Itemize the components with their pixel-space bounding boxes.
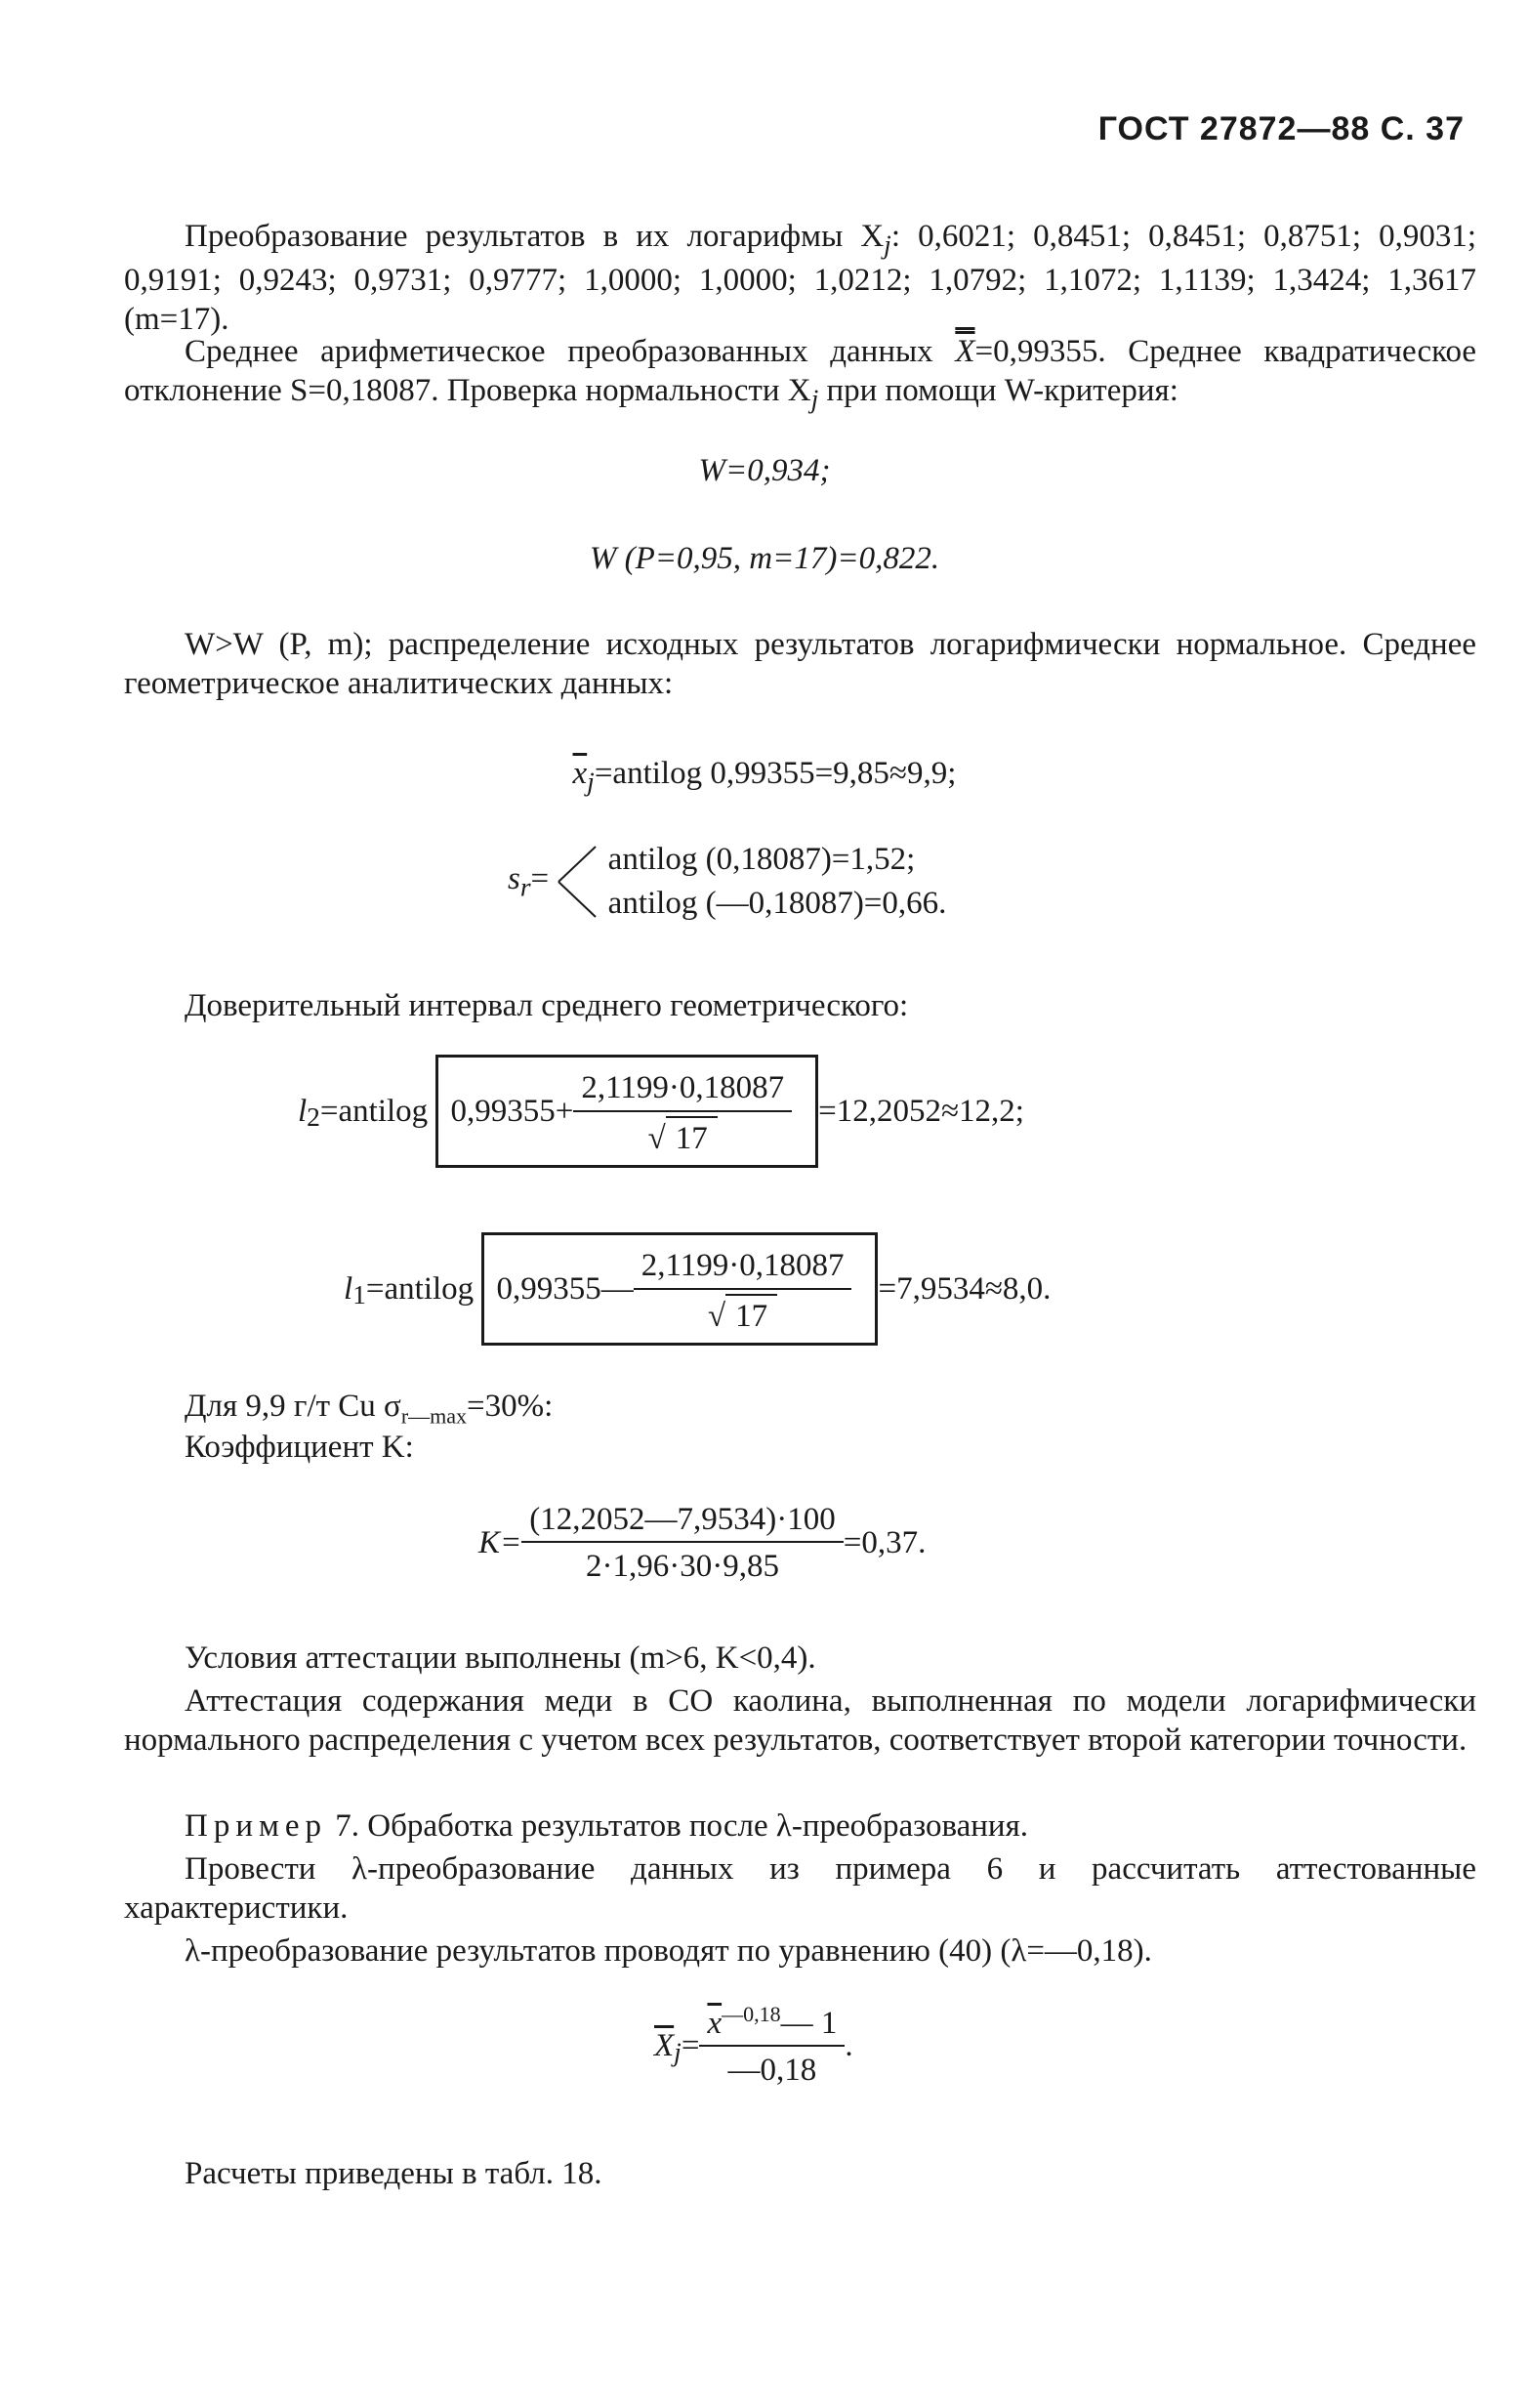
text: =antilog 0,99355=9,85≈9,9;: [594, 756, 957, 791]
equation-l1: [344, 1232, 1051, 1346]
paragraph-lambda: λ-преобразование результатов проводят по уравнению (40) (λ=—0,18).: [185, 1933, 1152, 1969]
bracket-right: [863, 1232, 878, 1346]
denominator: 2·1,96·30·9,85: [586, 1549, 779, 1585]
paragraph-coefficient: Коэффициент K:: [185, 1430, 414, 1465]
symbol: l: [344, 1270, 353, 1307]
denominator: √ 17: [634, 1290, 852, 1338]
equation-sr: [508, 838, 946, 925]
page-header: ГОСТ 27872—88 С. 37: [1097, 110, 1465, 147]
equation-geometric-mean: [0, 754, 1529, 798]
symbol: K=: [478, 1525, 522, 1561]
equation-k: [478, 1500, 926, 1587]
subscript: j: [884, 228, 891, 260]
text: .: [845, 2028, 853, 2064]
sr-lower: antilog (—0,18087)=0,66.: [607, 885, 947, 921]
equation-w: W=0,934;: [698, 453, 831, 488]
paragraph-conditions: Условия аттестации выполнены (m>6, K<0,4).: [185, 1640, 816, 1676]
paragraph-task: Провести λ-преобразование данных из примера 6 и рассчитать аттестованные характеристики.: [124, 1851, 1476, 1927]
function: =antilog: [319, 1093, 429, 1129]
text: Среднее арифметическое преобразованных данных: [185, 334, 956, 369]
mean-symbol: X: [955, 334, 975, 369]
paragraph-example-7: [124, 1806, 1476, 1846]
subscript: r: [519, 871, 531, 902]
text: 7. Обработка результатов после λ-преобразования.: [327, 1808, 1029, 1844]
fraction: [521, 1500, 843, 1587]
text: =12,2052≈12,2;: [818, 1093, 1024, 1129]
paragraph-confidence: Доверительный интервал среднего геометрического:: [185, 988, 909, 1023]
symbol: $\overline{x}$: [707, 2006, 723, 2041]
sr-values: [608, 838, 947, 925]
text: =30%:: [467, 1389, 554, 1424]
paragraph-table-ref: Расчеты приведены в табл. 18.: [185, 2156, 602, 2191]
text: Для 9,9 г/т Cu σ: [185, 1389, 401, 1424]
text: Преобразование результатов в их логарифмы X: [185, 219, 885, 254]
text: =7,9534≈8,0.: [878, 1270, 1052, 1307]
symbol: $\overline{x}$: [572, 756, 588, 791]
example-label: Пример: [185, 1808, 328, 1844]
subscript: 1: [352, 1279, 366, 1310]
text: =0,99355. Среднее квадратическое отклонение S=0,18087. Проверка нормальности X: [124, 334, 1476, 409]
paragraph-distribution: W>W (P, m); распределение исходных результатов логарифмически нормальное. Среднее геометрическое аналитических данных:: [124, 627, 1476, 702]
sr-lhs: [508, 859, 549, 903]
denominator: √ 17: [573, 1112, 792, 1160]
numerator: (12,2052—7,9534)·100: [521, 1500, 843, 1543]
subscript: 2: [307, 1101, 320, 1133]
symbol: $\overline{X}$: [654, 2028, 675, 2064]
radicand: 17: [666, 1116, 718, 1160]
subscript: j: [587, 766, 595, 797]
text: при помощи W-критерия:: [818, 373, 1178, 409]
text: 0,99355—: [496, 1271, 634, 1307]
fraction: [573, 1067, 792, 1161]
equals: =: [681, 2028, 700, 2064]
text: : 0,6021; 0,8451; 0,8451; 0,8751; 0,9031; 0,9191; 0,9243; 0,9731; 0,9777; 1,0000; 1,0000; 1,0212; 1,0792; 1,1072; 1,1139; 1,3424; 1,3617 (m=17).: [124, 219, 1477, 338]
subscript: j: [810, 383, 819, 414]
denominator: —0,18: [727, 2053, 817, 2089]
symbol: l: [298, 1093, 308, 1129]
function: =antilog: [365, 1270, 475, 1307]
text: =0,37.: [843, 1525, 927, 1561]
equation-w-critical: W (P=0,95, m=17)=0,822.: [589, 541, 940, 576]
text: 0,99355+: [450, 1094, 574, 1129]
paragraph-cu: [185, 1387, 1356, 1430]
equation-l2: [298, 1055, 1024, 1168]
radicand: 17: [725, 1294, 777, 1338]
bracket-left: [435, 1055, 804, 1168]
fraction: [634, 1245, 852, 1339]
subscript: r—max: [400, 1403, 468, 1429]
numerator: 2,1199·0,18087: [634, 1245, 852, 1291]
superscript: —0,18: [722, 2002, 781, 2026]
fraction: [699, 2002, 845, 2091]
equation-lambda: [654, 2002, 853, 2091]
paragraph-log-values: [124, 217, 1476, 340]
numerator: 2,1199·0,18087: [573, 1067, 792, 1113]
subscript: j: [674, 2036, 682, 2067]
text: — 1: [780, 2006, 838, 2041]
symbol: s: [508, 860, 520, 896]
bracket-right: [804, 1055, 818, 1168]
paragraph-attestation: Аттестация содержания меди в СО каолина, выполненная по модели логарифмически нормального распределения с учетом всех результатов, соответствует второй категории точности.: [124, 1683, 1476, 1759]
sr-upper: antilog (0,18087)=1,52;: [607, 842, 916, 877]
numerator: [699, 2002, 845, 2047]
bracket-left: [481, 1232, 863, 1346]
paragraph-mean: [124, 332, 1476, 415]
equals: =: [530, 860, 550, 896]
fork-lines: [557, 841, 599, 923]
